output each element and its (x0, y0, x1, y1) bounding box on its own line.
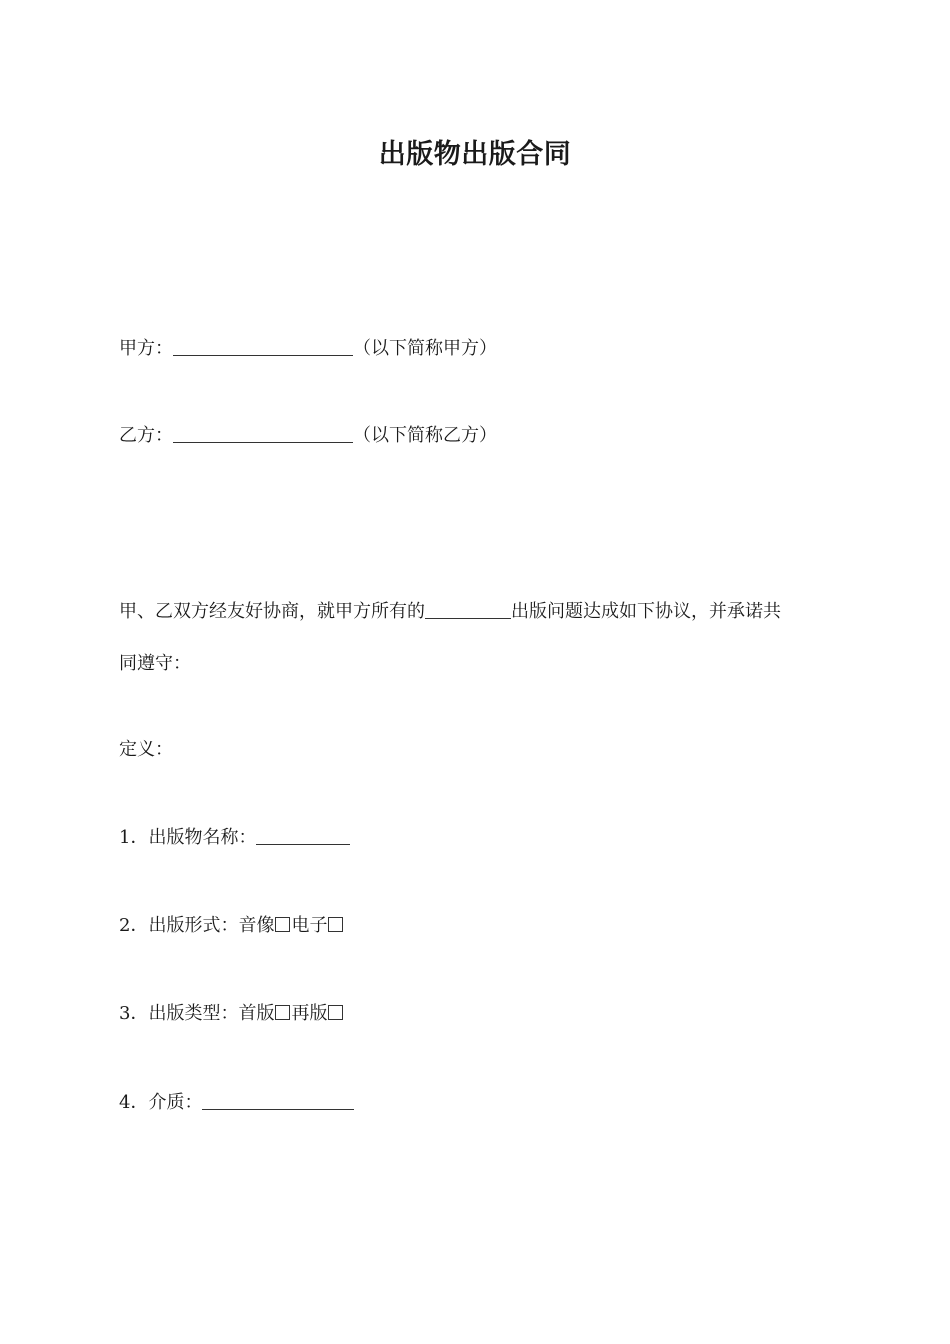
option-reprint-label: 再版 (291, 1003, 328, 1024)
party-b-blank[interactable] (173, 424, 353, 443)
document-title: 出版物出版合同 (378, 139, 572, 170)
party-a-label: 甲方： (119, 338, 173, 359)
party-b-label: 乙方： (119, 425, 173, 446)
option-audio-checkbox[interactable] (275, 917, 290, 932)
option-first-edition-checkbox[interactable] (275, 1005, 290, 1020)
preamble-part-2: 出版问题达成如下协议，并承诺共 (511, 601, 781, 622)
item-4-line (119, 1091, 354, 1115)
preamble-part-1: 甲、乙双方经友好协商，就甲方所有的 (119, 601, 425, 622)
party-a-line (119, 337, 497, 361)
option-reprint-checkbox[interactable] (328, 1005, 343, 1020)
party-b-suffix: （以下简称乙方） (353, 425, 497, 446)
item-1-label: 1．出版物名称： (119, 827, 257, 848)
item-2-label: 2．出版形式： (119, 915, 239, 936)
preamble-line-2: 同遵守： (119, 653, 191, 674)
option-audio-label: 音像 (238, 915, 275, 936)
party-a-suffix: （以下简称甲方） (353, 338, 497, 359)
item-4-label: 4．介质： (119, 1092, 203, 1113)
publication-name-blank[interactable] (256, 826, 350, 845)
work-blank[interactable] (425, 600, 511, 619)
option-first-edition-label: 首版 (238, 1003, 275, 1024)
party-b-line (119, 424, 497, 448)
option-electronic-checkbox[interactable] (328, 917, 343, 932)
option-electronic-label: 电子 (291, 915, 328, 936)
item-1-line (119, 826, 350, 850)
definitions-heading: 定义： (119, 739, 173, 760)
item-2-line (119, 914, 344, 938)
preamble-line-1 (119, 600, 781, 624)
item-3-line (119, 1002, 344, 1026)
item-3-label: 3．出版类型： (119, 1003, 239, 1024)
medium-blank[interactable] (202, 1091, 354, 1110)
party-a-blank[interactable] (173, 337, 353, 356)
